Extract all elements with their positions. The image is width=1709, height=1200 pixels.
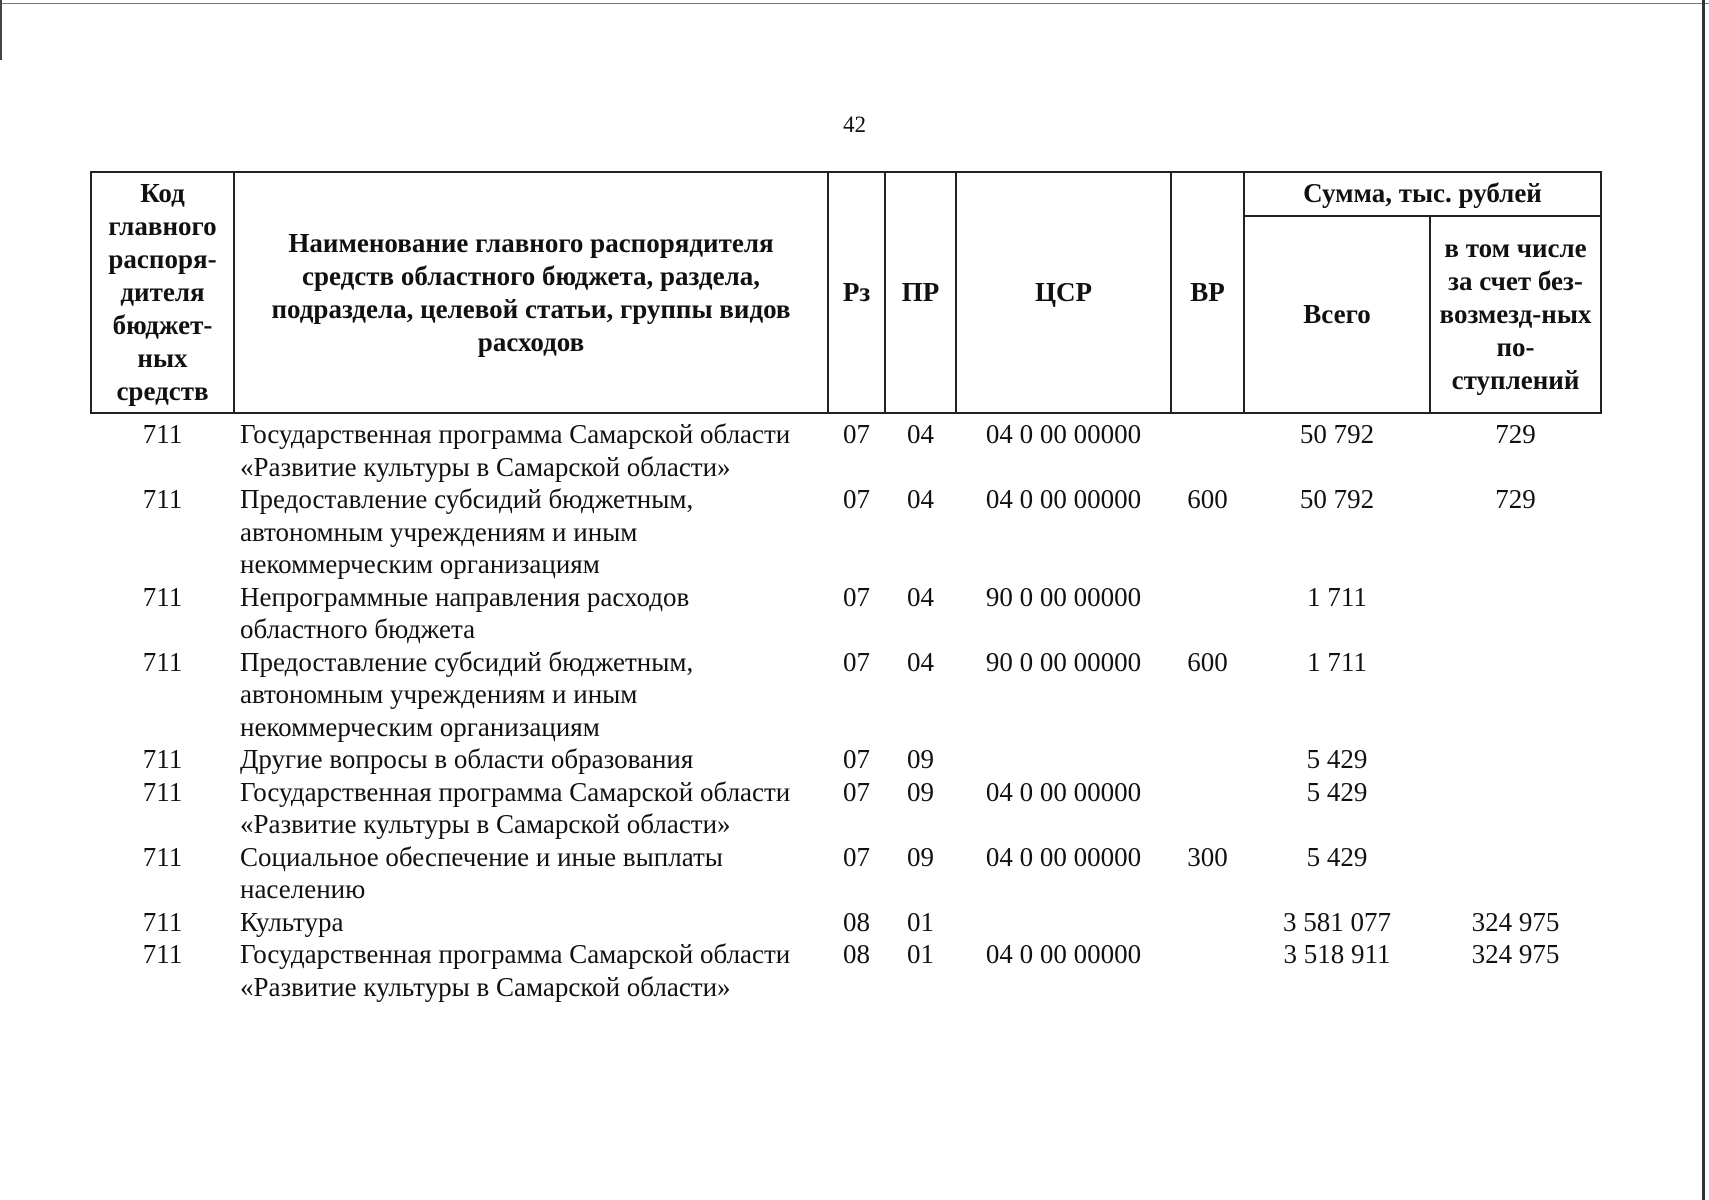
cell-name: Государственная программа Самарской области «Развитие культуры в Самарской области» xyxy=(240,939,791,1002)
header-total: Всего xyxy=(1244,216,1430,413)
cell-code: 711 xyxy=(142,906,183,937)
cell-vr: 300 xyxy=(1187,841,1228,872)
scan-edge-left xyxy=(0,0,2,60)
cell-total: 5 429 xyxy=(1306,841,1368,872)
cell-vr xyxy=(1171,906,1244,939)
cell-name: Социальное обеспечение и иные выплаты населению xyxy=(240,841,723,904)
cell-code: 711 xyxy=(142,776,183,807)
table-row xyxy=(91,413,1601,483)
cell-gratis xyxy=(1430,581,1601,646)
cell-gratis: 729 xyxy=(1495,484,1536,514)
cell-name: Культура xyxy=(240,906,344,937)
cell-rz: 08 xyxy=(843,939,870,969)
cell-vr xyxy=(1171,581,1244,646)
cell-total: 50 792 xyxy=(1299,419,1375,449)
scan-edge-top xyxy=(0,0,1709,4)
cell-code: 711 xyxy=(142,419,183,449)
cell-pr: 04 xyxy=(907,419,934,449)
cell-total: 50 792 xyxy=(1299,484,1375,514)
cell-total: 1 711 xyxy=(1307,646,1367,677)
cell-csr: 90 0 00 00000 xyxy=(985,581,1142,612)
cell-pr: 09 xyxy=(907,776,934,807)
cell-vr xyxy=(1171,413,1244,483)
cell-vr: 600 xyxy=(1187,484,1228,514)
cell-total: 3 518 911 xyxy=(1283,939,1391,969)
cell-code: 711 xyxy=(142,841,183,872)
cell-rz: 07 xyxy=(843,484,870,514)
cell-rz: 07 xyxy=(843,744,870,774)
table-row xyxy=(91,743,1601,776)
cell-csr: 04 0 00 00000 xyxy=(985,939,1142,969)
table-row xyxy=(91,938,1601,1003)
cell-rz: 07 xyxy=(843,776,870,807)
cell-total: 3 581 077 xyxy=(1283,906,1391,937)
cell-vr xyxy=(1171,776,1244,841)
cell-pr: 09 xyxy=(907,841,934,872)
cell-rz: 07 xyxy=(843,581,870,612)
cell-csr: 04 0 00 00000 xyxy=(985,419,1142,449)
cell-name: Государственная программа Самарской области «Развитие культуры в Самарской области» xyxy=(240,419,791,482)
header-gratis: в том числе за счет без-возмезд-ных по-ступлений xyxy=(1430,216,1601,413)
table-row xyxy=(91,841,1601,906)
table-row xyxy=(91,776,1601,841)
cell-vr: 600 xyxy=(1187,646,1228,677)
cell-gratis xyxy=(1430,646,1601,744)
cell-rz: 08 xyxy=(843,906,870,937)
table-row xyxy=(91,906,1601,939)
cell-vr xyxy=(1171,938,1244,1003)
cell-name: Предоставление субсидий бюджетным, автономным учреждениям и иным некоммерческим организациям xyxy=(240,646,694,742)
table-header xyxy=(91,172,1601,413)
cell-pr: 01 xyxy=(907,906,934,937)
cell-rz: 07 xyxy=(843,419,870,449)
budget-table xyxy=(90,171,1602,1003)
cell-csr: 04 0 00 00000 xyxy=(985,484,1142,514)
table-row xyxy=(91,581,1601,646)
header-vr: ВР xyxy=(1171,172,1244,413)
cell-total: 5 429 xyxy=(1306,776,1368,807)
page-number: 42 xyxy=(843,112,866,137)
cell-rz: 07 xyxy=(843,841,870,872)
cell-name: Государственная программа Самарской области «Развитие культуры в Самарской области» xyxy=(240,776,791,839)
cell-csr: 90 0 00 00000 xyxy=(985,646,1142,677)
table-row xyxy=(91,646,1601,744)
cell-gratis xyxy=(1430,841,1601,906)
cell-code: 711 xyxy=(142,744,183,774)
cell-gratis: 324 975 xyxy=(1471,939,1560,969)
cell-pr: 04 xyxy=(907,581,934,612)
cell-gratis xyxy=(1430,776,1601,841)
cell-pr: 01 xyxy=(907,939,934,969)
header-name: Наименование главного распорядителя средств областного бюджета, раздела, подраздела, целевой статьи, группы видов расходов xyxy=(234,172,828,413)
cell-csr: 04 0 00 00000 xyxy=(985,776,1142,807)
table-body xyxy=(91,413,1601,1003)
cell-vr xyxy=(1171,743,1244,776)
header-rz: Рз xyxy=(828,172,885,413)
cell-gratis xyxy=(1430,743,1601,776)
cell-code: 711 xyxy=(142,939,183,969)
header-code: Код главного распоря-дителя бюджет-ных средств xyxy=(91,172,234,413)
header-pr: ПР xyxy=(885,172,956,413)
cell-gratis: 729 xyxy=(1495,419,1536,449)
cell-pr: 04 xyxy=(907,646,934,677)
cell-total: 1 711 xyxy=(1307,581,1367,612)
cell-rz: 07 xyxy=(843,646,870,677)
header-csr: ЦСР xyxy=(956,172,1171,413)
cell-csr: 04 0 00 00000 xyxy=(985,841,1142,872)
table-row xyxy=(91,483,1601,581)
cell-code: 711 xyxy=(142,646,183,677)
cell-code: 711 xyxy=(142,581,183,612)
cell-csr xyxy=(956,906,1171,939)
cell-total: 5 429 xyxy=(1306,744,1368,774)
cell-gratis: 324 975 xyxy=(1471,906,1560,937)
cell-csr xyxy=(956,743,1171,776)
cell-name: Другие вопросы в области образования xyxy=(240,744,694,774)
scan-edge-right xyxy=(1702,0,1705,1200)
cell-code: 711 xyxy=(142,484,183,514)
header-sum: Сумма, тыс. рублей xyxy=(1244,172,1601,216)
cell-name: Непрограммные направления расходов областного бюджета xyxy=(240,581,690,644)
cell-pr: 09 xyxy=(907,744,934,774)
cell-pr: 04 xyxy=(907,484,934,514)
cell-name: Предоставление субсидий бюджетным, автономным учреждениям и иным некоммерческим организациям xyxy=(240,484,694,579)
